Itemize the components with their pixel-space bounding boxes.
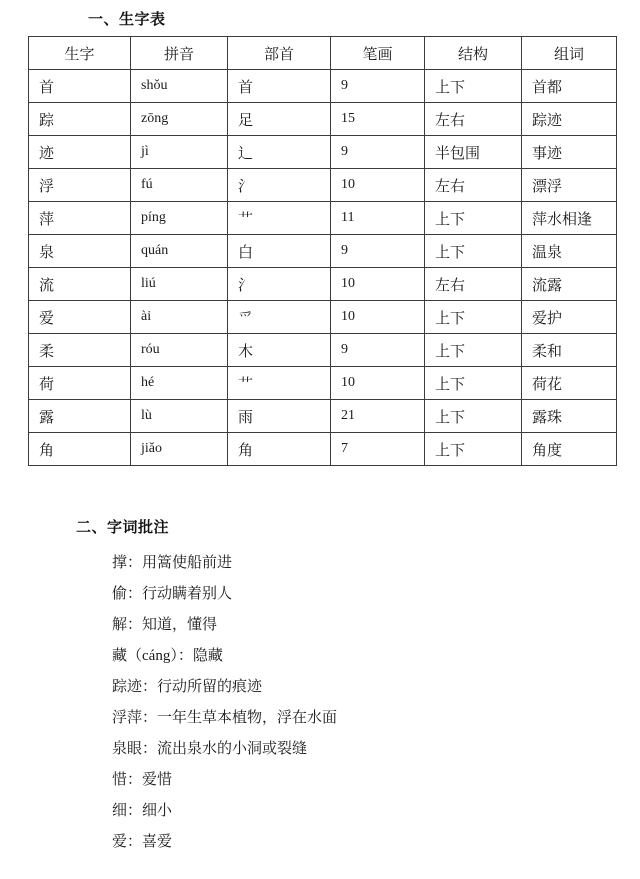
list-item: 细：细小 bbox=[112, 803, 173, 819]
table-row bbox=[29, 103, 617, 136]
cell-word: 首都 bbox=[522, 70, 617, 103]
cell-pinyin: jì bbox=[131, 136, 228, 169]
cell-structure: 上下 bbox=[425, 235, 522, 268]
cell-word: 柔和 bbox=[522, 334, 617, 367]
cell-radical: 白 bbox=[228, 235, 331, 268]
cell-structure: 上下 bbox=[425, 433, 522, 466]
cell-structure: 左右 bbox=[425, 169, 522, 202]
cell-radical: 足 bbox=[228, 103, 331, 136]
table-row bbox=[29, 268, 617, 301]
cell-structure: 半包围 bbox=[425, 136, 522, 169]
cell-structure: 上下 bbox=[425, 400, 522, 433]
cell-radical: 辶 bbox=[228, 136, 331, 169]
cell-radical: 首 bbox=[228, 70, 331, 103]
cell-character: 露 bbox=[29, 400, 131, 433]
cell-strokes: 11 bbox=[331, 202, 425, 235]
section-heading-annotations: 二、字词批注 bbox=[76, 518, 170, 536]
cell-radical: 艹 bbox=[228, 202, 331, 235]
cell-strokes: 21 bbox=[331, 400, 425, 433]
list-item: 解：知道，懂得 bbox=[112, 617, 218, 633]
cell-character: 爱 bbox=[29, 301, 131, 334]
table-row bbox=[29, 202, 617, 235]
cell-strokes: 9 bbox=[331, 70, 425, 103]
cell-strokes: 9 bbox=[331, 136, 425, 169]
cell-pinyin: hé bbox=[131, 367, 228, 400]
cell-strokes: 10 bbox=[331, 367, 425, 400]
cell-character: 荷 bbox=[29, 367, 131, 400]
cell-pinyin: ài bbox=[131, 301, 228, 334]
cell-word: 流露 bbox=[522, 268, 617, 301]
table-row bbox=[29, 169, 617, 202]
cell-strokes: 9 bbox=[331, 334, 425, 367]
cell-word: 荷花 bbox=[522, 367, 617, 400]
column-header-strokes: 笔画 bbox=[331, 37, 425, 70]
cell-pinyin: quán bbox=[131, 235, 228, 268]
column-header-character: 生字 bbox=[29, 37, 131, 70]
cell-pinyin: róu bbox=[131, 334, 228, 367]
section-heading-vocabulary: 一、生字表 bbox=[88, 10, 166, 28]
table-row bbox=[29, 334, 617, 367]
vocabulary-table-container bbox=[28, 36, 616, 466]
cell-pinyin: píng bbox=[131, 202, 228, 235]
cell-structure: 左右 bbox=[425, 268, 522, 301]
cell-word: 漂浮 bbox=[522, 169, 617, 202]
list-item: 浮萍：一年生草本植物，浮在水面 bbox=[112, 710, 338, 726]
vocabulary-table bbox=[28, 36, 617, 466]
column-header-structure: 结构 bbox=[425, 37, 522, 70]
annotation-list bbox=[112, 548, 572, 858]
cell-radical: 爫 bbox=[228, 301, 331, 334]
cell-structure: 上下 bbox=[425, 70, 522, 103]
cell-radical: 角 bbox=[228, 433, 331, 466]
cell-character: 踪 bbox=[29, 103, 131, 136]
cell-strokes: 9 bbox=[331, 235, 425, 268]
list-item: 偷：行动瞒着别人 bbox=[112, 586, 233, 602]
table-row bbox=[29, 70, 617, 103]
cell-strokes: 15 bbox=[331, 103, 425, 136]
table-row bbox=[29, 235, 617, 268]
cell-strokes: 10 bbox=[331, 169, 425, 202]
list-item: 藏（cáng）：隐藏 bbox=[112, 648, 223, 664]
table-row bbox=[29, 136, 617, 169]
cell-pinyin: lù bbox=[131, 400, 228, 433]
cell-character: 角 bbox=[29, 433, 131, 466]
cell-character: 浮 bbox=[29, 169, 131, 202]
column-header-word: 组词 bbox=[522, 37, 617, 70]
list-item: 撑：用篙使船前进 bbox=[112, 555, 233, 571]
cell-radical: 艹 bbox=[228, 367, 331, 400]
table-row bbox=[29, 367, 617, 400]
cell-word: 爱护 bbox=[522, 301, 617, 334]
cell-character: 流 bbox=[29, 268, 131, 301]
cell-pinyin: fú bbox=[131, 169, 228, 202]
column-header-pinyin: 拼音 bbox=[131, 37, 228, 70]
cell-structure: 上下 bbox=[425, 334, 522, 367]
cell-pinyin: zōng bbox=[131, 103, 228, 136]
cell-radical: 氵 bbox=[228, 169, 331, 202]
list-item: 踪迹：行动所留的痕迹 bbox=[112, 679, 263, 695]
cell-strokes: 10 bbox=[331, 301, 425, 334]
cell-strokes: 7 bbox=[331, 433, 425, 466]
cell-pinyin: jiǎo bbox=[131, 433, 228, 466]
cell-radical: 雨 bbox=[228, 400, 331, 433]
vocabulary-table-body bbox=[29, 70, 617, 466]
table-row bbox=[29, 301, 617, 334]
cell-radical: 氵 bbox=[228, 268, 331, 301]
cell-structure: 上下 bbox=[425, 202, 522, 235]
cell-word: 萍水相逢 bbox=[522, 202, 617, 235]
cell-word: 角度 bbox=[522, 433, 617, 466]
table-row bbox=[29, 400, 617, 433]
cell-character: 首 bbox=[29, 70, 131, 103]
cell-character: 迹 bbox=[29, 136, 131, 169]
cell-pinyin: shǒu bbox=[131, 70, 228, 103]
cell-character: 柔 bbox=[29, 334, 131, 367]
cell-strokes: 10 bbox=[331, 268, 425, 301]
list-item: 惜：爱惜 bbox=[112, 772, 173, 788]
cell-pinyin: liú bbox=[131, 268, 228, 301]
table-row bbox=[29, 433, 617, 466]
list-item: 爱：喜爱 bbox=[112, 834, 173, 850]
cell-word: 温泉 bbox=[522, 235, 617, 268]
cell-radical: 木 bbox=[228, 334, 331, 367]
table-header-row bbox=[29, 37, 617, 70]
column-header-radical: 部首 bbox=[228, 37, 331, 70]
cell-structure: 上下 bbox=[425, 301, 522, 334]
cell-structure: 左右 bbox=[425, 103, 522, 136]
cell-character: 萍 bbox=[29, 202, 131, 235]
cell-structure: 上下 bbox=[425, 367, 522, 400]
cell-character: 泉 bbox=[29, 235, 131, 268]
cell-word: 露珠 bbox=[522, 400, 617, 433]
cell-word: 事迹 bbox=[522, 136, 617, 169]
cell-word: 踪迹 bbox=[522, 103, 617, 136]
list-item: 泉眼：流出泉水的小洞或裂缝 bbox=[112, 741, 308, 757]
